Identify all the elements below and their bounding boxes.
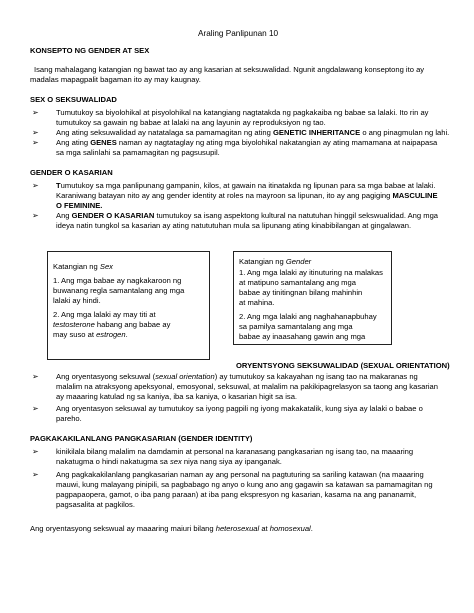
gender-bullet-1-line-3: O FEMININE. — [56, 201, 103, 210]
section-heading-konsepto: KONSEPTO NG GENDER AT SEX — [30, 46, 150, 55]
section-heading-gender: GENDER O KASARIAN — [30, 168, 113, 177]
box-gender-item-2-line-3: babae ay inaasahang gawin ang mga — [239, 332, 366, 341]
page-header-title: Araling Panlipunan 10 — [198, 29, 279, 38]
box-gender-item-2-line-2: sa pamilya samantalang ang mga — [239, 322, 353, 331]
orient-bullet-1-line-1: Ang oryentasyong seksuwal (sexual orientation) ay tumutukoy sa kakayahan ng isang tao na makaranas ng — [56, 372, 418, 381]
identity-bullet-1-line-1: kinikilala bilang malalim na damdamin at personal na karanasang pangkasarian ng isang tao, na maaaring — [56, 447, 414, 456]
arrow-bullet-icon: ➢ — [32, 108, 39, 117]
identity-bullet-2-line-3: pagpapaopera, gamot, o iba pang paraan) at iba pang ekspresyon ng kasarian, kasama na ang pananamit, — [56, 490, 417, 499]
arrow-bullet-icon: ➢ — [32, 138, 39, 147]
arrow-bullet-icon: ➢ — [32, 470, 39, 479]
gender-bullet-2-line-2: ideya natin tungkol sa kasarian ay ating natututuhan mula sa lipunang ating kinabibilangan at gingalawan. — [56, 221, 412, 230]
box-sex-item-2-line-3: may suso at estrogen. — [53, 330, 128, 339]
gender-bullet-1-line-2: Karaniwang batayan nito ay ang gender identity at roles na mayroon sa lipunan, ito ay ang pagiging MASCULINE — [56, 191, 438, 200]
orient-bullet-1-line-2: malalim na atraksyong apeksyonal, emosyonal, seksuwal, at malalim na pakikipagrelasyon sa taong ang kasarian — [56, 382, 439, 391]
arrow-bullet-icon: ➢ — [32, 447, 39, 456]
box-gender-item-1-line-2: at matipuno samantalang ang mga — [239, 278, 356, 287]
identity-bullet-1-line-2: nakatugma o hindi nakatugma sa sex niya nang siya ay ipanganak. — [56, 457, 282, 466]
box-gender-item-1-line-1: 1. Ang mga lalaki ay itinuturing na malakas — [239, 268, 383, 277]
box-sex-item-1-line-3: lalaki ay hindi. — [53, 296, 101, 305]
identity-bullet-2-line-2: mauwi, kung malayang pinipili, sa pagbabago ng anyo o kung ano ang gagawin sa katawan sa pamamagitan ng — [56, 480, 433, 489]
identity-bullet-2-line-1: Ang pagkakakilanlang pangkasarian naman ay ang personal na pagtuturing sa sariling katawan (na maaaring — [56, 470, 424, 479]
sex-bullet-2: Ang ating seksuwalidad ay natatalaga sa pamamagitan ng ating GENETIC INHERITANCE o ang pinagmulan ng lahi. — [56, 128, 450, 137]
section-heading-orientation: ORYENTSYONG SEKSUWALIDAD (SEXUAL ORIENTATION) — [236, 361, 450, 370]
gender-bullet-2-line-1: Ang GENDER O KASARIAN tumutukoy sa isang aspektong kultural na natutuhan hinggil sekswualidad. Ang mga — [56, 211, 439, 220]
konsepto-para-line-2: madalas mapagpalit bagaman ito ay may kaugnay. — [30, 75, 201, 84]
box-gender-item-1-line-3: babae ay tinitingnan bilang mahinhin — [239, 288, 363, 297]
orient-bullet-2-line-1: Ang oryentasyon seksuwal ay tumutukoy sa iyong pagpili ng iyong makakatalik, kung siya ay lalaki o babae o — [56, 404, 423, 413]
gender-bullet-1-line-1: Tumutukoy sa mga panlipunang gampanin, kilos, at gawain na itinatakda ng lipunan para sa mga babae at lalaki. — [56, 181, 436, 190]
identity-bullet-2-line-4: pagsasalita at pagkilos. — [56, 500, 135, 509]
arrow-bullet-icon: ➢ — [32, 128, 39, 137]
box-sex-item-2-line-1: 2. Ang mga lalaki ay may titi at — [53, 310, 156, 319]
sex-bullet-1-line-1: Tumutukoy sa biyolohikal at pisyolohikal na katangiang nagtatakda ng pagkakaiba ng babae sa lalaki. Ito rin ay — [56, 108, 429, 117]
box-sex-item-1-line-2: buwanang regla samantalang ang mga — [53, 286, 185, 295]
konsepto-para-line-1: Isang mahalagang katangian ng bawat tao ay ang kasarian at seksuwalidad. Ngunit angdalawang konseptong ito ay — [34, 65, 425, 74]
arrow-bullet-icon: ➢ — [32, 404, 39, 413]
arrow-bullet-icon: ➢ — [32, 372, 39, 381]
box-gender-item-2-line-1: 2. Ang mga lalaki ang naghahanapbuhay — [239, 312, 377, 321]
arrow-bullet-icon: ➢ — [32, 181, 39, 190]
box-gender-title: Katangian ng Gender — [239, 257, 312, 266]
section-heading-identity: PAGKAKAKILANLANG PANGKASARIAN (GENDER IDENTITY) — [30, 434, 253, 443]
orient-bullet-1-line-3: ay maaaring katulad ng sa kaniya, iba sa kaniya, o kasarian higit sa isa. — [56, 392, 298, 401]
box-sex-item-2-line-2: testosterone habang ang babae ay — [53, 320, 171, 329]
box-katangian-gender — [233, 251, 392, 345]
sex-bullet-3-line-2: sa mga salinlahi sa pamamagitan ng pagsusupil. — [56, 148, 220, 157]
arrow-bullet-icon: ➢ — [32, 211, 39, 220]
section-heading-sex: SEX O SEKSUWALIDAD — [30, 95, 117, 104]
closing-sentence: Ang oryentasyong sekswual ay maaaring maiuri bilang heterosexual at homosexual. — [30, 524, 313, 533]
sex-bullet-1-line-2: tumutukoy sa gawain ng babae at lalaki na ang layunin ay reproduksiyon ng tao. — [56, 118, 326, 127]
orient-bullet-2-line-2: pareho. — [56, 414, 82, 423]
box-sex-item-1-line-1: 1. Ang mga babae ay nagkakaroon ng — [53, 276, 182, 285]
sex-bullet-3-line-1: Ang ating GENES naman ay nagtataglay ng ating mga biyolohikal nakatangian ay ating mamamana at naipapasa — [56, 138, 438, 147]
box-sex-title: Katangian ng Sex — [53, 262, 113, 271]
box-gender-item-1-line-4: at mahina. — [239, 298, 275, 307]
